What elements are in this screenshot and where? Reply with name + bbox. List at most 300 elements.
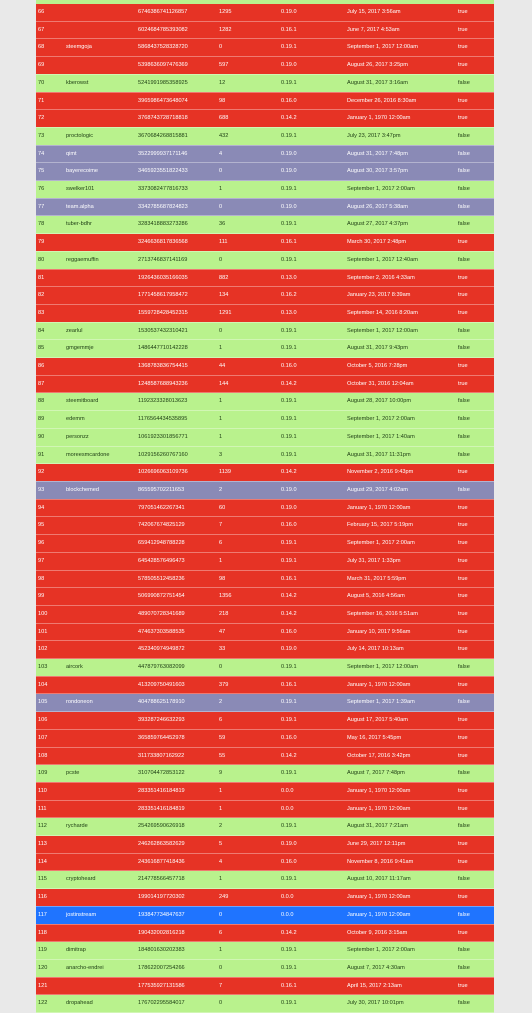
- account-name-cell[interactable]: [64, 92, 136, 110]
- last-update-cell: January 1, 1970 12:00am: [345, 499, 456, 517]
- last-update-cell: January 1, 1970 12:00am: [345, 800, 456, 818]
- rank-cell: 120: [36, 959, 64, 977]
- missed-blocks-cell: 1: [217, 393, 279, 411]
- table-row[interactable]: [36, 234, 494, 252]
- version-cell: 0.16.1: [279, 676, 345, 694]
- rank-cell: 121: [36, 977, 64, 995]
- version-cell: 0.19.0: [279, 641, 345, 659]
- disabled-cell: false: [456, 216, 494, 234]
- table-row[interactable]: [36, 481, 494, 499]
- votes-cell: 447879763082099: [136, 659, 217, 677]
- rank-cell: 103: [36, 659, 64, 677]
- table-row[interactable]: [36, 517, 494, 535]
- rank-cell: 94: [36, 499, 64, 517]
- version-cell: 0.19.1: [279, 712, 345, 730]
- rank-cell: 67: [36, 21, 64, 39]
- version-cell: 0.16.1: [279, 977, 345, 995]
- table-row[interactable]: [36, 163, 494, 181]
- version-cell: 0.16.0: [279, 853, 345, 871]
- version-cell: 0.19.1: [279, 446, 345, 464]
- account-name-cell[interactable]: steemgoja: [64, 39, 136, 57]
- account-name-cell[interactable]: [64, 977, 136, 995]
- account-name-cell[interactable]: [64, 641, 136, 659]
- table-row[interactable]: [36, 818, 494, 836]
- last-update-cell: February 15, 2017 5:19pm: [345, 517, 456, 535]
- table-row[interactable]: [36, 145, 494, 163]
- last-update-cell: September 16, 2016 5:51am: [345, 605, 456, 623]
- missed-blocks-cell: 60: [217, 499, 279, 517]
- account-name-cell[interactable]: blockchemed: [64, 481, 136, 499]
- account-name-cell[interactable]: [64, 588, 136, 606]
- version-cell: 0.14.2: [279, 375, 345, 393]
- rank-cell: 85: [36, 340, 64, 358]
- rank-cell: 84: [36, 322, 64, 340]
- missed-blocks-cell: 9: [217, 765, 279, 783]
- table-row[interactable]: [36, 340, 494, 358]
- version-cell: 0.19.1: [279, 959, 345, 977]
- last-update-cell: December 26, 2016 8:30am: [345, 92, 456, 110]
- table-row[interactable]: [36, 570, 494, 588]
- votes-cell: 578505512458236: [136, 570, 217, 588]
- missed-blocks-cell: 44: [217, 358, 279, 376]
- account-name-cell[interactable]: [64, 924, 136, 942]
- account-name-cell[interactable]: [64, 889, 136, 907]
- table-row[interactable]: [36, 712, 494, 730]
- table-row[interactable]: [36, 322, 494, 340]
- table-row[interactable]: [36, 588, 494, 606]
- last-update-cell: August 5, 2016 4:56am: [345, 588, 456, 606]
- version-cell: 0.19.1: [279, 765, 345, 783]
- table-row[interactable]: [36, 747, 494, 765]
- rank-cell: 79: [36, 234, 64, 252]
- version-cell: 0.19.1: [279, 818, 345, 836]
- table-row[interactable]: [36, 871, 494, 889]
- votes-cell: 311733807162922: [136, 747, 217, 765]
- missed-blocks-cell: 1295: [217, 4, 279, 21]
- missed-blocks-cell: 7: [217, 977, 279, 995]
- last-update-cell: January 10, 2017 9:56am: [345, 623, 456, 641]
- table-row[interactable]: [36, 393, 494, 411]
- account-name-cell[interactable]: [64, 535, 136, 553]
- missed-blocks-cell: 59: [217, 729, 279, 747]
- rank-cell: 70: [36, 74, 64, 92]
- disabled-cell: false: [456, 145, 494, 163]
- votes-cell: 1061923301856771: [136, 428, 217, 446]
- rank-cell: 74: [36, 145, 64, 163]
- table-row[interactable]: [36, 552, 494, 570]
- votes-cell: 865595702211653: [136, 481, 217, 499]
- disabled-cell: false: [456, 871, 494, 889]
- table-row[interactable]: [36, 836, 494, 854]
- last-update-cell: January 1, 1970 12:00am: [345, 676, 456, 694]
- votes-cell: 659412948788228: [136, 535, 217, 553]
- disabled-cell: true: [456, 4, 494, 21]
- rank-cell: 82: [36, 287, 64, 305]
- table-row[interactable]: [36, 251, 494, 269]
- rank-cell: 92: [36, 464, 64, 482]
- missed-blocks-cell: 882: [217, 269, 279, 287]
- account-name-cell[interactable]: [64, 57, 136, 75]
- rank-cell: 98: [36, 570, 64, 588]
- missed-blocks-cell: 4: [217, 853, 279, 871]
- version-cell: 0.19.0: [279, 145, 345, 163]
- account-name-cell[interactable]: [64, 499, 136, 517]
- disabled-cell: true: [456, 623, 494, 641]
- rank-cell: 68: [36, 39, 64, 57]
- table-row[interactable]: [36, 765, 494, 783]
- votes-cell: 797051462267341: [136, 499, 217, 517]
- last-update-cell: October 17, 2016 3:42pm: [345, 747, 456, 765]
- table-row[interactable]: [36, 782, 494, 800]
- last-update-cell: January 1, 1970 12:00am: [345, 782, 456, 800]
- votes-cell: 5868437528328720: [136, 39, 217, 57]
- table-row[interactable]: [36, 127, 494, 145]
- account-name-cell[interactable]: proctologic: [64, 127, 136, 145]
- rank-cell: 87: [36, 375, 64, 393]
- missed-blocks-cell: 0: [217, 39, 279, 57]
- last-update-cell: October 5, 2016 7:28pm: [345, 358, 456, 376]
- last-update-cell: September 1, 2017 12:00am: [345, 322, 456, 340]
- last-update-cell: August 31, 2017 7:21am: [345, 818, 456, 836]
- disabled-cell: true: [456, 535, 494, 553]
- table-row[interactable]: [36, 906, 494, 924]
- account-name-cell[interactable]: [64, 287, 136, 305]
- account-name-cell[interactable]: bayerecoime: [64, 163, 136, 181]
- votes-cell: 413209750491603: [136, 676, 217, 694]
- disabled-cell: true: [456, 21, 494, 39]
- missed-blocks-cell: 47: [217, 623, 279, 641]
- last-update-cell: September 14, 2016 8:20am: [345, 304, 456, 322]
- account-name-cell[interactable]: tuber-bdhr: [64, 216, 136, 234]
- disabled-cell: false: [456, 127, 494, 145]
- account-name-cell[interactable]: [64, 21, 136, 39]
- votes-cell: 1176564434535895: [136, 411, 217, 429]
- version-cell: 0.19.1: [279, 871, 345, 889]
- votes-cell: 243616877418436: [136, 853, 217, 871]
- table-row[interactable]: [36, 198, 494, 216]
- version-cell: 0.0.0: [279, 782, 345, 800]
- table-row[interactable]: [36, 942, 494, 960]
- missed-blocks-cell: 1: [217, 800, 279, 818]
- disabled-cell: false: [456, 959, 494, 977]
- account-name-cell[interactable]: [64, 712, 136, 730]
- rank-cell: 75: [36, 163, 64, 181]
- account-name-cell[interactable]: swelker101: [64, 181, 136, 199]
- account-name-cell[interactable]: jostinstream: [64, 906, 136, 924]
- witness-table-container[interactable]: [36, 0, 494, 1007]
- missed-blocks-cell: 0: [217, 251, 279, 269]
- table-row[interactable]: [36, 287, 494, 305]
- missed-blocks-cell: 0: [217, 995, 279, 1013]
- witness-table-body: [36, 0, 494, 1013]
- disabled-cell: true: [456, 782, 494, 800]
- version-cell: 0.16.0: [279, 729, 345, 747]
- last-update-cell: November 8, 2016 9:41am: [345, 853, 456, 871]
- version-cell: 0.16.0: [279, 517, 345, 535]
- disabled-cell: true: [456, 464, 494, 482]
- votes-cell: 1771458617958472: [136, 287, 217, 305]
- account-name-cell[interactable]: reggaemuffin: [64, 251, 136, 269]
- missed-blocks-cell: 1: [217, 552, 279, 570]
- missed-blocks-cell: 1: [217, 782, 279, 800]
- disabled-cell: true: [456, 853, 494, 871]
- account-name-cell[interactable]: edemm: [64, 411, 136, 429]
- disabled-cell: false: [456, 322, 494, 340]
- rank-cell: 76: [36, 181, 64, 199]
- table-row[interactable]: [36, 464, 494, 482]
- disabled-cell: false: [456, 198, 494, 216]
- last-update-cell: August 31, 2017 11:31pm: [345, 446, 456, 464]
- votes-cell: 489070728341689: [136, 605, 217, 623]
- version-cell: 0.19.1: [279, 340, 345, 358]
- rank-cell: 99: [36, 588, 64, 606]
- missed-blocks-cell: 1: [217, 871, 279, 889]
- account-name-cell[interactable]: steemitboard: [64, 393, 136, 411]
- version-cell: 0.19.1: [279, 74, 345, 92]
- account-name-cell[interactable]: [64, 853, 136, 871]
- last-update-cell: September 1, 2017 12:00am: [345, 39, 456, 57]
- account-name-cell[interactable]: [64, 676, 136, 694]
- last-update-cell: July 30, 2017 10:01pm: [345, 995, 456, 1013]
- table-row[interactable]: [36, 995, 494, 1013]
- version-cell: 0.14.2: [279, 588, 345, 606]
- version-cell: 0.19.1: [279, 535, 345, 553]
- last-update-cell: October 9, 2016 3:15am: [345, 924, 456, 942]
- version-cell: 0.19.0: [279, 4, 345, 21]
- table-row[interactable]: [36, 39, 494, 57]
- table-row[interactable]: [36, 499, 494, 517]
- account-name-cell[interactable]: [64, 464, 136, 482]
- disabled-cell: false: [456, 251, 494, 269]
- version-cell: 0.19.1: [279, 552, 345, 570]
- last-update-cell: August 27, 2017 4:37pm: [345, 216, 456, 234]
- disabled-cell: true: [456, 358, 494, 376]
- disabled-cell: false: [456, 906, 494, 924]
- table-row[interactable]: [36, 605, 494, 623]
- table-row[interactable]: [36, 4, 494, 21]
- version-cell: 0.19.0: [279, 198, 345, 216]
- account-name-cell[interactable]: [64, 729, 136, 747]
- rank-cell: 113: [36, 836, 64, 854]
- disabled-cell: true: [456, 304, 494, 322]
- last-update-cell: September 1, 2017 2:00am: [345, 535, 456, 553]
- account-name-cell[interactable]: [64, 747, 136, 765]
- rank-cell: 72: [36, 110, 64, 128]
- missed-blocks-cell: 144: [217, 375, 279, 393]
- table-row[interactable]: [36, 800, 494, 818]
- votes-cell: 5398636097476369: [136, 57, 217, 75]
- missed-blocks-cell: 1291: [217, 304, 279, 322]
- account-name-cell[interactable]: [64, 623, 136, 641]
- rank-cell: 105: [36, 694, 64, 712]
- table-row[interactable]: [36, 924, 494, 942]
- table-row[interactable]: [36, 92, 494, 110]
- last-update-cell: August 26, 2017 5:38am: [345, 198, 456, 216]
- table-row[interactable]: [36, 623, 494, 641]
- table-row[interactable]: [36, 676, 494, 694]
- last-update-cell: August 30, 2017 3:57pm: [345, 163, 456, 181]
- last-update-cell: July 23, 2017 3:47pm: [345, 127, 456, 145]
- rank-cell: 80: [36, 251, 64, 269]
- last-update-cell: September 1, 2017 12:00am: [345, 659, 456, 677]
- rank-cell: 93: [36, 481, 64, 499]
- votes-cell: 310704472853122: [136, 765, 217, 783]
- account-name-cell[interactable]: zearlul: [64, 322, 136, 340]
- account-name-cell[interactable]: [64, 782, 136, 800]
- table-row[interactable]: [36, 375, 494, 393]
- version-cell: 0.19.1: [279, 181, 345, 199]
- missed-blocks-cell: 249: [217, 889, 279, 907]
- rank-cell: 106: [36, 712, 64, 730]
- votes-cell: 199014197720302: [136, 889, 217, 907]
- votes-cell: 3465923551822433: [136, 163, 217, 181]
- account-name-cell[interactable]: dropahead: [64, 995, 136, 1013]
- rank-cell: 96: [36, 535, 64, 553]
- account-name-cell[interactable]: [64, 375, 136, 393]
- disabled-cell: false: [456, 694, 494, 712]
- votes-cell: 3768743728718818: [136, 110, 217, 128]
- rank-cell: 86: [36, 358, 64, 376]
- missed-blocks-cell: 98: [217, 92, 279, 110]
- disabled-cell: false: [456, 340, 494, 358]
- table-row[interactable]: [36, 977, 494, 995]
- table-row[interactable]: [36, 216, 494, 234]
- version-cell: 0.14.2: [279, 605, 345, 623]
- table-row[interactable]: [36, 358, 494, 376]
- version-cell: 0.19.0: [279, 481, 345, 499]
- account-name-cell[interactable]: [64, 4, 136, 21]
- table-row[interactable]: [36, 21, 494, 39]
- version-cell: 0.19.0: [279, 57, 345, 75]
- table-row[interactable]: [36, 959, 494, 977]
- table-row[interactable]: [36, 694, 494, 712]
- account-name-cell[interactable]: anarcho-endrei: [64, 959, 136, 977]
- missed-blocks-cell: 432: [217, 127, 279, 145]
- table-row[interactable]: [36, 304, 494, 322]
- votes-cell: 1530537432310421: [136, 322, 217, 340]
- table-row[interactable]: [36, 889, 494, 907]
- rank-cell: 81: [36, 269, 64, 287]
- account-name-cell[interactable]: [64, 517, 136, 535]
- missed-blocks-cell: 6: [217, 535, 279, 553]
- disabled-cell: true: [456, 287, 494, 305]
- account-name-cell[interactable]: moreesmcardone: [64, 446, 136, 464]
- missed-blocks-cell: 36: [217, 216, 279, 234]
- table-row[interactable]: [36, 411, 494, 429]
- rank-cell: 88: [36, 393, 64, 411]
- rank-cell: 78: [36, 216, 64, 234]
- votes-cell: 193847734847637: [136, 906, 217, 924]
- table-row[interactable]: [36, 641, 494, 659]
- votes-cell: 246262863582629: [136, 836, 217, 854]
- rank-cell: 116: [36, 889, 64, 907]
- account-name-cell[interactable]: [64, 110, 136, 128]
- votes-cell: 283351416184819: [136, 800, 217, 818]
- last-update-cell: August 7, 2017 4:30am: [345, 959, 456, 977]
- table-row[interactable]: [36, 181, 494, 199]
- account-name-cell[interactable]: pcste: [64, 765, 136, 783]
- account-name-cell[interactable]: team.alpha: [64, 198, 136, 216]
- missed-blocks-cell: 0: [217, 322, 279, 340]
- missed-blocks-cell: 111: [217, 234, 279, 252]
- version-cell: 0.0.0: [279, 889, 345, 907]
- table-row[interactable]: [36, 535, 494, 553]
- missed-blocks-cell: 597: [217, 57, 279, 75]
- last-update-cell: August 28, 2017 10:00pm: [345, 393, 456, 411]
- votes-cell: 506990872751454: [136, 588, 217, 606]
- disabled-cell: true: [456, 712, 494, 730]
- account-name-cell[interactable]: [64, 836, 136, 854]
- account-name-cell[interactable]: aircork: [64, 659, 136, 677]
- account-name-cell[interactable]: [64, 358, 136, 376]
- table-row[interactable]: [36, 659, 494, 677]
- table-row[interactable]: [36, 853, 494, 871]
- account-name-cell[interactable]: [64, 234, 136, 252]
- missed-blocks-cell: 1: [217, 428, 279, 446]
- disabled-cell: true: [456, 977, 494, 995]
- votes-cell: 283351416184819: [136, 782, 217, 800]
- version-cell: 0.19.0: [279, 499, 345, 517]
- account-name-cell[interactable]: [64, 605, 136, 623]
- account-name-cell[interactable]: personzz: [64, 428, 136, 446]
- table-row[interactable]: [36, 110, 494, 128]
- rank-cell: 107: [36, 729, 64, 747]
- account-name-cell[interactable]: [64, 552, 136, 570]
- table-row[interactable]: [36, 428, 494, 446]
- last-update-cell: March 31, 2017 5:59pm: [345, 570, 456, 588]
- rank-cell: 83: [36, 304, 64, 322]
- last-update-cell: August 31, 2017 9:43pm: [345, 340, 456, 358]
- version-cell: 0.16.0: [279, 358, 345, 376]
- account-name-cell[interactable]: rondoneon: [64, 694, 136, 712]
- account-name-cell[interactable]: qimt: [64, 145, 136, 163]
- table-row[interactable]: [36, 269, 494, 287]
- rank-cell: 73: [36, 127, 64, 145]
- version-cell: 0.19.1: [279, 659, 345, 677]
- rank-cell: 66: [36, 4, 64, 21]
- disabled-cell: true: [456, 729, 494, 747]
- version-cell: 0.19.0: [279, 836, 345, 854]
- votes-cell: 452340974949872: [136, 641, 217, 659]
- table-row[interactable]: [36, 57, 494, 75]
- votes-cell: 3522999937171146: [136, 145, 217, 163]
- rank-cell: 71: [36, 92, 64, 110]
- account-name-cell[interactable]: [64, 269, 136, 287]
- table-row[interactable]: [36, 729, 494, 747]
- disabled-cell: true: [456, 676, 494, 694]
- missed-blocks-cell: 7: [217, 517, 279, 535]
- last-update-cell: July 31, 2017 1:33pm: [345, 552, 456, 570]
- table-row[interactable]: [36, 74, 494, 92]
- account-name-cell[interactable]: rycharde: [64, 818, 136, 836]
- last-update-cell: June 7, 2017 4:53am: [345, 21, 456, 39]
- account-name-cell[interactable]: [64, 800, 136, 818]
- account-name-cell[interactable]: cryptoheard: [64, 871, 136, 889]
- account-name-cell[interactable]: dimitrap: [64, 942, 136, 960]
- version-cell: 0.19.1: [279, 411, 345, 429]
- account-name-cell[interactable]: gmgemmje: [64, 340, 136, 358]
- account-name-cell[interactable]: kberowst: [64, 74, 136, 92]
- table-row[interactable]: [36, 446, 494, 464]
- missed-blocks-cell: 218: [217, 605, 279, 623]
- account-name-cell[interactable]: [64, 570, 136, 588]
- last-update-cell: June 29, 2017 12:11pm: [345, 836, 456, 854]
- votes-cell: 393287246632293: [136, 712, 217, 730]
- votes-cell: 3342785687824823: [136, 198, 217, 216]
- account-name-cell[interactable]: [64, 304, 136, 322]
- rank-cell: 100: [36, 605, 64, 623]
- last-update-cell: November 2, 2016 9:43pm: [345, 464, 456, 482]
